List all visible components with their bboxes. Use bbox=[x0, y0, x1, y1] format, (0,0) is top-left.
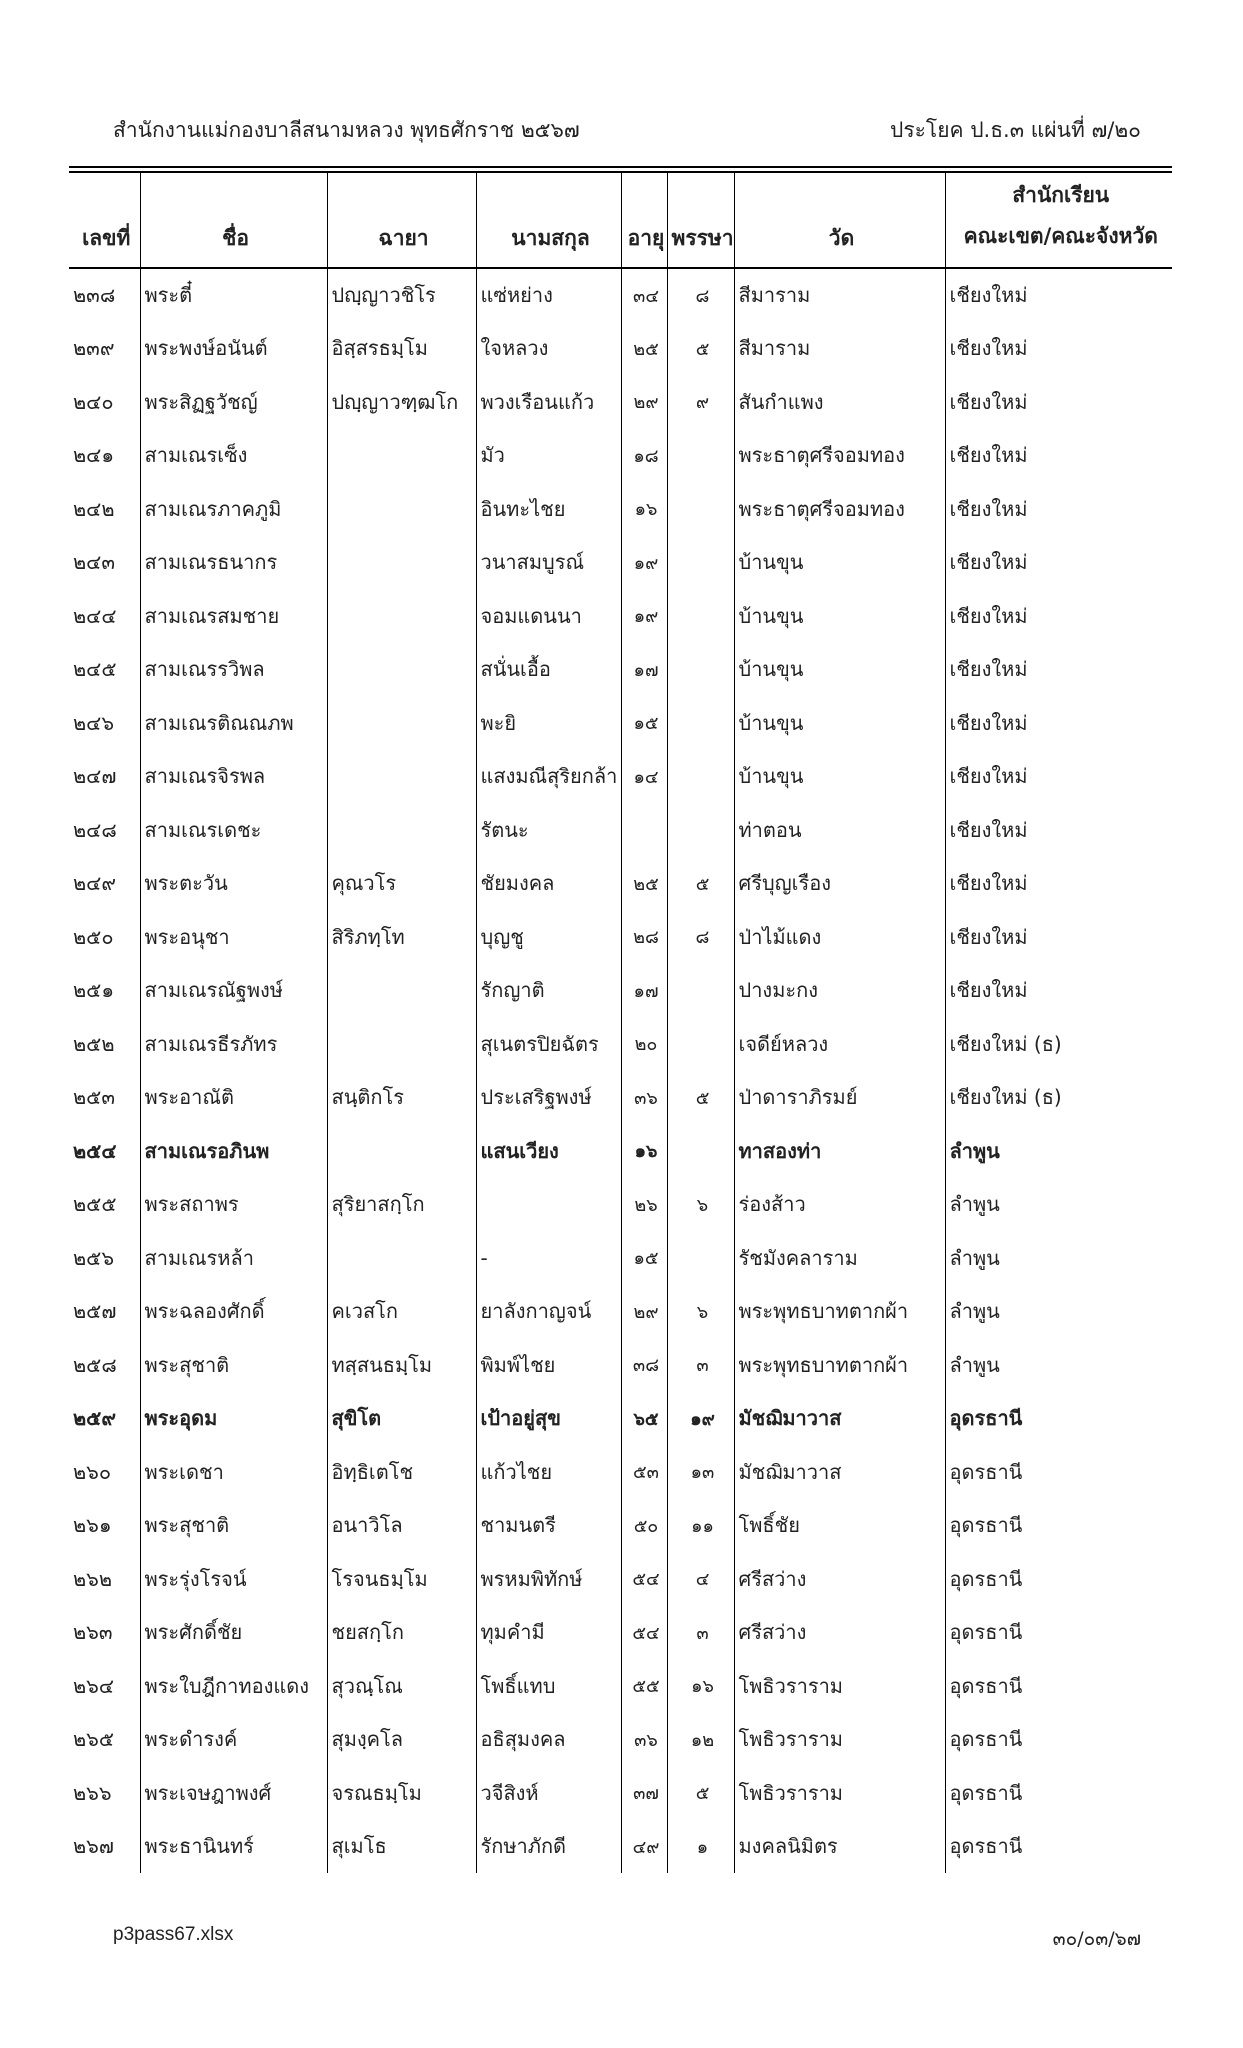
table-row bbox=[69, 1766, 1172, 1820]
cell-age: ๒๕ bbox=[621, 857, 667, 911]
table-row bbox=[69, 1552, 1172, 1606]
cell-age: ๓๖ bbox=[621, 1071, 667, 1125]
cell-office: อุดรธานี bbox=[945, 1552, 1172, 1606]
cell-no: ๒๖๑ bbox=[73, 1513, 112, 1538]
cell-name: พระอุดม bbox=[140, 1392, 327, 1446]
table-row bbox=[69, 1392, 1172, 1446]
cell-office: เชียงใหม่ bbox=[945, 268, 1172, 322]
cell-chaya: ปญฺญาวฑฺฒโก bbox=[327, 375, 476, 429]
cell-office: เชียงใหม่ bbox=[945, 429, 1172, 483]
cell-no: ๒๕๙ bbox=[73, 1406, 116, 1431]
cell-surname: สุเนตรปิยฉัตร bbox=[476, 1017, 621, 1071]
cell-age: ๑๗ bbox=[621, 964, 667, 1018]
cell-name: พระตี๋ bbox=[140, 268, 327, 322]
table-row bbox=[69, 1338, 1172, 1392]
cell-wat: ศรีสว่าง bbox=[734, 1552, 945, 1606]
cell-chaya: สุวณฺโณ bbox=[327, 1659, 476, 1713]
cell-name: สามเณรรวิพล bbox=[140, 643, 327, 697]
cell-wat: ทาสองท่า bbox=[734, 1124, 945, 1178]
table-row bbox=[69, 857, 1172, 911]
cell-wat: โพธิวราราม bbox=[734, 1713, 945, 1767]
cell-name: พระเจษฎาพงศ์ bbox=[140, 1766, 327, 1820]
cell-name: สามเณรอภินพ bbox=[140, 1124, 327, 1178]
cell-name: พระสถาพร bbox=[140, 1178, 327, 1232]
table-row bbox=[69, 429, 1172, 483]
cell-wat: โพธิวราราม bbox=[734, 1659, 945, 1713]
cell-vassa: ๑๒ bbox=[667, 1713, 734, 1767]
cell-age: ๑๕ bbox=[621, 1231, 667, 1285]
cell-surname: แสงมณีสุริยกล้า bbox=[476, 750, 621, 804]
cell-vassa: ๘ bbox=[667, 268, 734, 322]
footer-filename: p3pass67.xlsx bbox=[113, 1924, 234, 1945]
cell-no: ๒๓๙ bbox=[73, 336, 115, 361]
cell-no: ๒๔๒ bbox=[73, 496, 115, 521]
cell-vassa: ๖ bbox=[667, 1285, 734, 1339]
cell-age: ๒๘ bbox=[621, 910, 667, 964]
cell-no: ๒๕๑ bbox=[73, 978, 115, 1003]
cell-wat: บ้านขุน bbox=[734, 536, 945, 590]
col-header-chaya: ฉายา bbox=[327, 173, 476, 268]
cell-name: สามเณรธีรภัทร bbox=[140, 1017, 327, 1071]
col-header-surname: นามสกุล bbox=[476, 173, 621, 268]
table-row bbox=[69, 1606, 1172, 1660]
cell-chaya: อิทฺธิเตโช bbox=[327, 1445, 476, 1499]
cell-no: ๒๔๙ bbox=[73, 871, 116, 896]
cell-chaya: ชยสกฺโก bbox=[327, 1606, 476, 1660]
cell-vassa bbox=[667, 1231, 734, 1285]
cell-wat: โพธิ์ชัย bbox=[734, 1499, 945, 1553]
table-row bbox=[69, 375, 1172, 429]
cell-vassa bbox=[667, 1017, 734, 1071]
cell-age: ๕๐ bbox=[621, 1499, 667, 1553]
cell-name: พระศักดิ์ชัย bbox=[140, 1606, 327, 1660]
cell-office: ลำพูน bbox=[945, 1338, 1172, 1392]
cell-surname: ประเสริฐพงษ์ bbox=[476, 1071, 621, 1125]
cell-surname: โพธิ์แทบ bbox=[476, 1659, 621, 1713]
cell-wat: บ้านขุน bbox=[734, 696, 945, 750]
table-row bbox=[69, 1017, 1172, 1071]
results-table bbox=[69, 173, 1172, 1873]
cell-no: ๒๔๘ bbox=[73, 817, 117, 842]
cell-vassa: ๕ bbox=[667, 857, 734, 911]
cell-chaya: อนาวิโล bbox=[327, 1499, 476, 1553]
cell-vassa: ๕ bbox=[667, 322, 734, 376]
cell-vassa bbox=[667, 803, 734, 857]
cell-surname: พรหมพิทักษ์ bbox=[476, 1552, 621, 1606]
cell-surname: แซ่หย่าง bbox=[476, 268, 621, 322]
table-row bbox=[69, 1124, 1172, 1178]
cell-name: พระอนุชา bbox=[140, 910, 327, 964]
cell-office: เชียงใหม่ (ธ) bbox=[945, 1017, 1172, 1071]
cell-surname: แก้วไชย bbox=[476, 1445, 621, 1499]
cell-age: ๒๐ bbox=[621, 1017, 667, 1071]
table-row bbox=[69, 1285, 1172, 1339]
cell-office: อุดรธานี bbox=[945, 1445, 1172, 1499]
cell-age: ๓๗ bbox=[621, 1766, 667, 1820]
table-header-row bbox=[69, 173, 1172, 268]
table-row bbox=[69, 696, 1172, 750]
cell-age: ๑๔ bbox=[621, 750, 667, 804]
cell-surname: เป้าอยู่สุข bbox=[476, 1392, 621, 1446]
cell-office: เชียงใหม่ (ธ) bbox=[945, 1071, 1172, 1125]
cell-office: เชียงใหม่ bbox=[945, 696, 1172, 750]
table-row bbox=[69, 964, 1172, 1018]
cell-vassa: ๑๓ bbox=[667, 1445, 734, 1499]
cell-chaya: ปญฺญาวชิโร bbox=[327, 268, 476, 322]
cell-no: ๒๖๗ bbox=[73, 1834, 114, 1859]
cell-vassa: ๑๙ bbox=[667, 1392, 734, 1446]
cell-surname: บุญชู bbox=[476, 910, 621, 964]
cell-surname: ใจหลวง bbox=[476, 322, 621, 376]
cell-name: พระสุชาติ bbox=[140, 1338, 327, 1392]
cell-no: ๒๕๖ bbox=[73, 1245, 115, 1270]
cell-chaya: สุมงฺคโล bbox=[327, 1713, 476, 1767]
cell-no: ๒๖๐ bbox=[73, 1459, 112, 1484]
cell-age: ๑๙ bbox=[621, 536, 667, 590]
table-row bbox=[69, 1659, 1172, 1713]
cell-no: ๒๔๖ bbox=[73, 710, 115, 735]
table-row bbox=[69, 1178, 1172, 1232]
cell-office: เชียงใหม่ bbox=[945, 803, 1172, 857]
cell-name: สามเณรธนากร bbox=[140, 536, 327, 590]
table-row bbox=[69, 910, 1172, 964]
cell-age: ๑๘ bbox=[621, 429, 667, 483]
cell-office: อุดรธานี bbox=[945, 1499, 1172, 1553]
cell-wat: มัชฌิมาวาส bbox=[734, 1392, 945, 1446]
cell-office: อุดรธานี bbox=[945, 1659, 1172, 1713]
cell-age: ๑๖ bbox=[621, 482, 667, 536]
cell-age: ๒๙ bbox=[621, 375, 667, 429]
cell-no: ๒๕๒ bbox=[73, 1031, 115, 1056]
cell-office: เชียงใหม่ bbox=[945, 750, 1172, 804]
cell-chaya: สิริภทฺโท bbox=[327, 910, 476, 964]
cell-vassa bbox=[667, 536, 734, 590]
cell-name: พระพงษ์อนันต์ bbox=[140, 322, 327, 376]
cell-age: ๕๔ bbox=[621, 1606, 667, 1660]
cell-vassa bbox=[667, 643, 734, 697]
cell-office: ลำพูน bbox=[945, 1124, 1172, 1178]
cell-name: สามเณรติณณภพ bbox=[140, 696, 327, 750]
cell-wat: รัชมังคลาราม bbox=[734, 1231, 945, 1285]
cell-surname: วนาสมบูรณ์ bbox=[476, 536, 621, 590]
cell-surname: มัว bbox=[476, 429, 621, 483]
cell-vassa: ๖ bbox=[667, 1178, 734, 1232]
cell-office: เชียงใหม่ bbox=[945, 482, 1172, 536]
cell-age: ๑๖ bbox=[621, 1124, 667, 1178]
cell-age: ๖๕ bbox=[621, 1392, 667, 1446]
cell-wat: บ้านขุน bbox=[734, 589, 945, 643]
cell-no: ๒๔๕ bbox=[73, 657, 117, 682]
cell-name: สามเณรเดชะ bbox=[140, 803, 327, 857]
cell-name: พระฉลองศักดิ์ bbox=[140, 1285, 327, 1339]
col-header-office bbox=[945, 173, 1172, 268]
cell-vassa: ๔ bbox=[667, 1552, 734, 1606]
col-header-name: ชื่อ bbox=[140, 173, 327, 268]
cell-vassa: ๑๖ bbox=[667, 1659, 734, 1713]
table-row bbox=[69, 1445, 1172, 1499]
cell-surname: ชามนตรี bbox=[476, 1499, 621, 1553]
cell-age: ๓๘ bbox=[621, 1338, 667, 1392]
cell-vassa: ๘ bbox=[667, 910, 734, 964]
cell-wat: เจดีย์หลวง bbox=[734, 1017, 945, 1071]
cell-office: อุดรธานี bbox=[945, 1392, 1172, 1446]
col-header-office-line1: สำนักเรียน bbox=[1012, 183, 1110, 207]
cell-office: เชียงใหม่ bbox=[945, 643, 1172, 697]
cell-chaya bbox=[327, 750, 476, 804]
cell-age: ๕๓ bbox=[621, 1445, 667, 1499]
cell-vassa: ๕ bbox=[667, 1766, 734, 1820]
cell-office: เชียงใหม่ bbox=[945, 375, 1172, 429]
cell-chaya: คุณวโร bbox=[327, 857, 476, 911]
cell-vassa: ๑๑ bbox=[667, 1499, 734, 1553]
cell-vassa bbox=[667, 696, 734, 750]
cell-no: ๒๖๓ bbox=[73, 1620, 113, 1645]
cell-vassa: ๓ bbox=[667, 1606, 734, 1660]
cell-no: ๒๕๕ bbox=[73, 1192, 117, 1217]
cell-surname: ทุมคำมี bbox=[476, 1606, 621, 1660]
cell-no: ๒๕๔ bbox=[73, 1138, 117, 1163]
cell-chaya bbox=[327, 1231, 476, 1285]
cell-chaya bbox=[327, 482, 476, 536]
col-header-vassa: พรรษา bbox=[667, 173, 734, 268]
cell-wat: ป่าไม้แดง bbox=[734, 910, 945, 964]
cell-chaya: สุเมโธ bbox=[327, 1820, 476, 1874]
col-header-office-line2: คณะเขต/คณะจังหวัด bbox=[963, 224, 1158, 248]
cell-name: พระสุชาติ bbox=[140, 1499, 327, 1553]
cell-name: สามเณรจิรพล bbox=[140, 750, 327, 804]
cell-wat: โพธิวราราม bbox=[734, 1766, 945, 1820]
cell-office: ลำพูน bbox=[945, 1231, 1172, 1285]
cell-name: สามเณรณัฐพงษ์ bbox=[140, 964, 327, 1018]
cell-age: ๓๔ bbox=[621, 268, 667, 322]
cell-office: เชียงใหม่ bbox=[945, 910, 1172, 964]
cell-office: อุดรธานี bbox=[945, 1713, 1172, 1767]
footer-date: ๓๐/๐๓/๖๗ bbox=[1052, 1928, 1141, 1950]
cell-vassa bbox=[667, 1124, 734, 1178]
cell-age: ๕๕ bbox=[621, 1659, 667, 1713]
cell-name: พระอาณัติ bbox=[140, 1071, 327, 1125]
cell-chaya bbox=[327, 643, 476, 697]
cell-no: ๒๕๓ bbox=[73, 1085, 115, 1110]
cell-wat: สันกำแพง bbox=[734, 375, 945, 429]
cell-name: พระดำรงค์ bbox=[140, 1713, 327, 1767]
cell-chaya: สนฺติกโร bbox=[327, 1071, 476, 1125]
cell-wat: สีมาราม bbox=[734, 322, 945, 376]
table-row bbox=[69, 1231, 1172, 1285]
cell-wat: ปางมะกง bbox=[734, 964, 945, 1018]
cell-no: ๒๓๘ bbox=[73, 283, 116, 308]
table-row bbox=[69, 1820, 1172, 1874]
cell-surname: วจีสิงห์ bbox=[476, 1766, 621, 1820]
cell-name: พระสิฏฐวัชญ์ bbox=[140, 375, 327, 429]
cell-surname: อินทะไชย bbox=[476, 482, 621, 536]
cell-vassa bbox=[667, 482, 734, 536]
table-row bbox=[69, 1499, 1172, 1553]
cell-name: พระเดชา bbox=[140, 1445, 327, 1499]
cell-surname: แสนเวียง bbox=[476, 1124, 621, 1178]
cell-surname: รักญาติ bbox=[476, 964, 621, 1018]
cell-vassa bbox=[667, 589, 734, 643]
cell-name: สามเณรภาคภูมิ bbox=[140, 482, 327, 536]
cell-chaya: คเวสโก bbox=[327, 1285, 476, 1339]
cell-wat: พระพุทธบาทตากผ้า bbox=[734, 1338, 945, 1392]
cell-name: พระตะวัน bbox=[140, 857, 327, 911]
cell-wat: ศรีบุญเรือง bbox=[734, 857, 945, 911]
cell-age: ๑๗ bbox=[621, 643, 667, 697]
cell-no: ๒๕๐ bbox=[73, 924, 114, 949]
table-row bbox=[69, 268, 1172, 322]
cell-age: ๒๖ bbox=[621, 1178, 667, 1232]
cell-surname: พวงเรือนแก้ว bbox=[476, 375, 621, 429]
cell-vassa: ๑ bbox=[667, 1820, 734, 1874]
cell-vassa bbox=[667, 964, 734, 1018]
table-row bbox=[69, 536, 1172, 590]
header-right: ประโยค ป.ธ.๓ แผ่นที่ ๗/๒๐ bbox=[890, 118, 1141, 142]
cell-no: ๒๕๗ bbox=[73, 1299, 117, 1324]
table-row bbox=[69, 750, 1172, 804]
cell-name: พระใบฎีกาทองแดง bbox=[140, 1659, 327, 1713]
table-row bbox=[69, 1071, 1172, 1125]
cell-wat: ท่าตอน bbox=[734, 803, 945, 857]
cell-surname: - bbox=[476, 1231, 621, 1285]
cell-no: ๒๔๗ bbox=[73, 764, 117, 789]
col-header-age: อายุ bbox=[621, 173, 667, 268]
cell-vassa: ๓ bbox=[667, 1338, 734, 1392]
table-row bbox=[69, 589, 1172, 643]
header-left: สำนักงานแม่กองบาลีสนามหลวง พุทธศักราช ๒๕๖๗ bbox=[113, 118, 580, 142]
cell-no: ๒๖๔ bbox=[73, 1673, 115, 1698]
cell-chaya: ทสฺสนธมฺโม bbox=[327, 1338, 476, 1392]
cell-no: ๒๕๘ bbox=[73, 1352, 117, 1377]
cell-no: ๒๖๒ bbox=[73, 1566, 113, 1591]
cell-surname: ชัยมงคล bbox=[476, 857, 621, 911]
cell-office: ลำพูน bbox=[945, 1285, 1172, 1339]
cell-office: เชียงใหม่ bbox=[945, 322, 1172, 376]
col-header-no: เลขที่ bbox=[69, 173, 140, 268]
cell-name: สามเณรหล้า bbox=[140, 1231, 327, 1285]
cell-wat: บ้านขุน bbox=[734, 750, 945, 804]
cell-surname: สนั่นเอื้อ bbox=[476, 643, 621, 697]
cell-name: สามเณรเซ็ง bbox=[140, 429, 327, 483]
cell-wat: พระธาตุศรีจอมทอง bbox=[734, 482, 945, 536]
cell-office: เชียงใหม่ bbox=[945, 536, 1172, 590]
cell-chaya: โรจนธมฺโม bbox=[327, 1552, 476, 1606]
cell-no: ๒๔๓ bbox=[73, 550, 115, 575]
cell-wat: มงคลนิมิตร bbox=[734, 1820, 945, 1874]
cell-vassa bbox=[667, 429, 734, 483]
cell-surname: พะยิ bbox=[476, 696, 621, 750]
cell-surname: รัตนะ bbox=[476, 803, 621, 857]
table-row bbox=[69, 1713, 1172, 1767]
cell-age: ๑๕ bbox=[621, 696, 667, 750]
cell-vassa: ๕ bbox=[667, 1071, 734, 1125]
cell-wat: มัชฌิมาวาส bbox=[734, 1445, 945, 1499]
cell-office: ลำพูน bbox=[945, 1178, 1172, 1232]
cell-age: ๓๖ bbox=[621, 1713, 667, 1767]
cell-surname: รักษาภักดี bbox=[476, 1820, 621, 1874]
cell-chaya bbox=[327, 803, 476, 857]
cell-wat: พระธาตุศรีจอมทอง bbox=[734, 429, 945, 483]
cell-wat: ร่องส้าว bbox=[734, 1178, 945, 1232]
cell-age: ๔๙ bbox=[621, 1820, 667, 1874]
cell-chaya bbox=[327, 429, 476, 483]
table-row bbox=[69, 643, 1172, 697]
col-header-wat: วัด bbox=[734, 173, 945, 268]
cell-no: ๒๖๕ bbox=[73, 1727, 115, 1752]
cell-no: ๒๔๑ bbox=[73, 443, 115, 468]
cell-chaya: สุริยาสกฺโก bbox=[327, 1178, 476, 1232]
cell-office: เชียงใหม่ bbox=[945, 589, 1172, 643]
cell-surname bbox=[476, 1178, 621, 1232]
cell-office: อุดรธานี bbox=[945, 1606, 1172, 1660]
cell-surname: จอมแดนนา bbox=[476, 589, 621, 643]
cell-chaya bbox=[327, 964, 476, 1018]
cell-wat: พระพุทธบาทตากผ้า bbox=[734, 1285, 945, 1339]
cell-wat: สีมาราม bbox=[734, 268, 945, 322]
cell-no: ๒๔๔ bbox=[73, 603, 117, 628]
cell-name: พระธานินทร์ bbox=[140, 1820, 327, 1874]
cell-surname: อธิสุมงคล bbox=[476, 1713, 621, 1767]
cell-chaya: สุขิโต bbox=[327, 1392, 476, 1446]
cell-chaya bbox=[327, 1124, 476, 1178]
cell-age bbox=[621, 803, 667, 857]
cell-surname: พิมพ์ไชย bbox=[476, 1338, 621, 1392]
top-rule bbox=[69, 166, 1172, 173]
cell-chaya: จรณธมฺโม bbox=[327, 1766, 476, 1820]
cell-wat: ป่าดาราภิรมย์ bbox=[734, 1071, 945, 1125]
cell-age: ๑๙ bbox=[621, 589, 667, 643]
cell-vassa bbox=[667, 750, 734, 804]
cell-office: อุดรธานี bbox=[945, 1766, 1172, 1820]
cell-wat: ศรีสว่าง bbox=[734, 1606, 945, 1660]
cell-age: ๕๔ bbox=[621, 1552, 667, 1606]
cell-age: ๒๙ bbox=[621, 1285, 667, 1339]
cell-name: สามเณรสมชาย bbox=[140, 589, 327, 643]
cell-chaya: อิสฺสรธมฺโม bbox=[327, 322, 476, 376]
cell-no: ๒๔๐ bbox=[73, 389, 114, 414]
cell-chaya bbox=[327, 1017, 476, 1071]
cell-wat: บ้านขุน bbox=[734, 643, 945, 697]
cell-name: พระรุ่งโรจน์ bbox=[140, 1552, 327, 1606]
cell-chaya bbox=[327, 696, 476, 750]
cell-age: ๒๕ bbox=[621, 322, 667, 376]
table-row bbox=[69, 482, 1172, 536]
cell-no: ๒๖๖ bbox=[73, 1780, 112, 1805]
cell-office: เชียงใหม่ bbox=[945, 964, 1172, 1018]
cell-chaya bbox=[327, 536, 476, 590]
cell-chaya bbox=[327, 589, 476, 643]
cell-office: อุดรธานี bbox=[945, 1820, 1172, 1874]
cell-surname: ยาลังกาญจน์ bbox=[476, 1285, 621, 1339]
table-row bbox=[69, 803, 1172, 857]
table-row bbox=[69, 322, 1172, 376]
cell-vassa: ๙ bbox=[667, 375, 734, 429]
cell-office: เชียงใหม่ bbox=[945, 857, 1172, 911]
